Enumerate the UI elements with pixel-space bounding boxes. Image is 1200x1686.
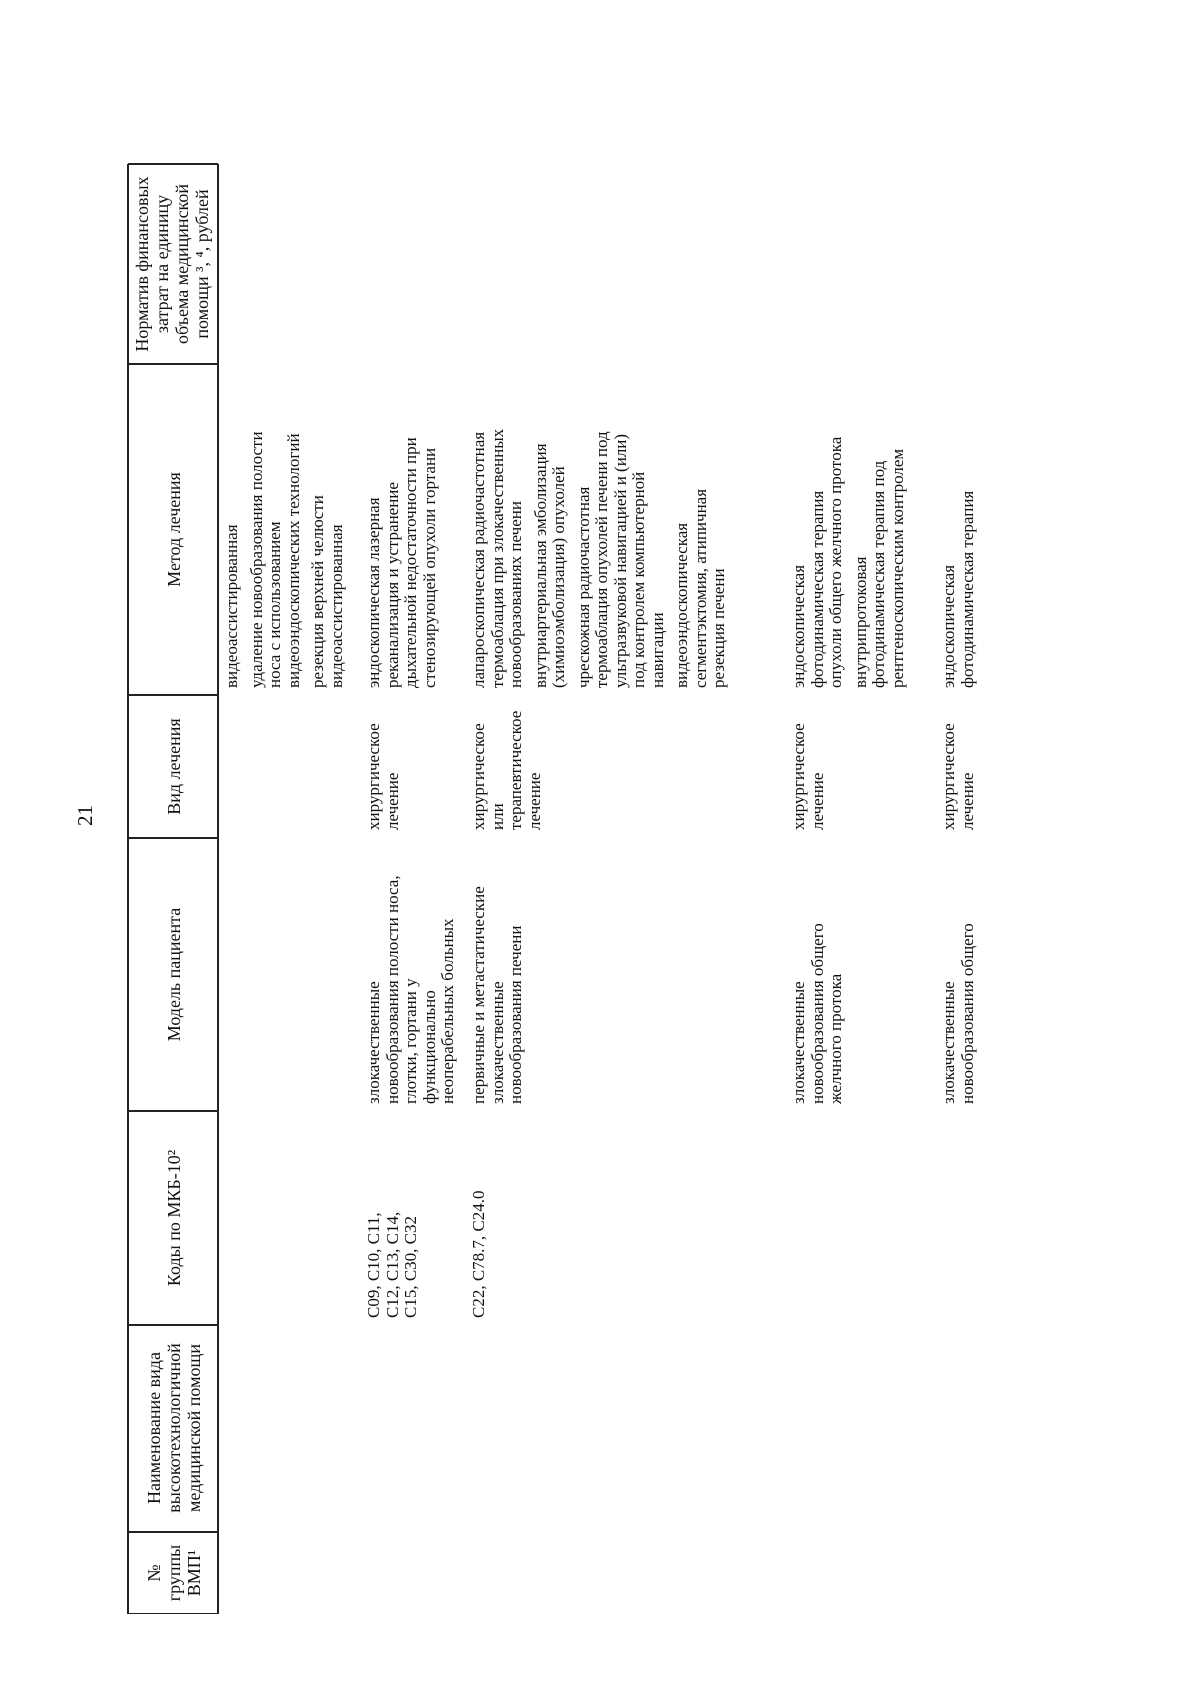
row2-icd-codes: C22, C78.7, C24.0	[469, 1190, 488, 1318]
row4-treatment-type: хирургическое лечение	[939, 723, 977, 830]
header-icd-codes: Коды по МКБ-10²	[164, 1149, 184, 1287]
row1-treatment-type: хирургическое лечение	[364, 723, 402, 830]
header-patient-model: Модель пациента	[164, 907, 184, 1042]
row4-methods: эндоскопическая фотодинамическая терапия	[939, 490, 977, 688]
header-group-number: № группы ВМП¹	[144, 1544, 204, 1602]
row3-methods: эндоскопическая фотодинамическая терапия опухоли общего желчного протока внутрипротоковая фотодинамическая терапия под рентгеноскопическим контролем	[789, 436, 907, 688]
rotated-page	[60, 104, 1140, 1614]
row3-patient-model: злокачественные новообразования общего желчного протока	[789, 923, 845, 1104]
header-care-type: Наименование вида высокотехнологичной медицинской помощи	[144, 1343, 204, 1513]
row1-methods: эндоскопическая лазерная реканализация и устранение дыхательной недостаточности при стенозирующей опухоли гортани	[364, 437, 439, 688]
row4-patient-model: злокачественные новообразования общего	[939, 923, 977, 1104]
row1-patient-model: злокачественные новообразования полости носа, глотки, гортани у функционально неоперабельных больных	[364, 875, 457, 1104]
row0-methods: видеоассистированная удаление новообразования полости носа с использованием видеоэндоскопических технологий резекция верхней челюсти видеоассистированная	[222, 431, 346, 688]
row2-methods: лапароскопическая радиочастотная термоаблация при злокачественных новообразованиях печени внутриартериальная эмболизация (химиоэмболизация) опухолей чрескожная радиочастотная термоаблация опухолей печени под ультразвуковой навигацией и (или) под контролем компьютерной навигации видеоэндоскопическая сегментэктомия, атипичная резекция печени	[469, 428, 728, 688]
row2-patient-model: первичные и метастатические злокачественные новообразования печени	[469, 886, 525, 1104]
table-grid	[60, 104, 1140, 1614]
header-treatment-method: Метод лечения	[164, 472, 184, 587]
row3-treatment-type: хирургическое лечение	[789, 723, 827, 830]
header-treatment-type: Вид лечения	[164, 718, 184, 815]
row1-icd-codes: C09, C10, C11, C12, C13, C14, C15, C30, C32	[364, 1211, 420, 1318]
header-financial-norm: Норматив финансовых затрат на единицу объема медицинской помощи ³, ⁴, рублей	[132, 176, 212, 352]
page-number: 21	[73, 805, 97, 826]
row2-treatment-type: хирургическое или терапевтическое лечение	[469, 710, 544, 830]
